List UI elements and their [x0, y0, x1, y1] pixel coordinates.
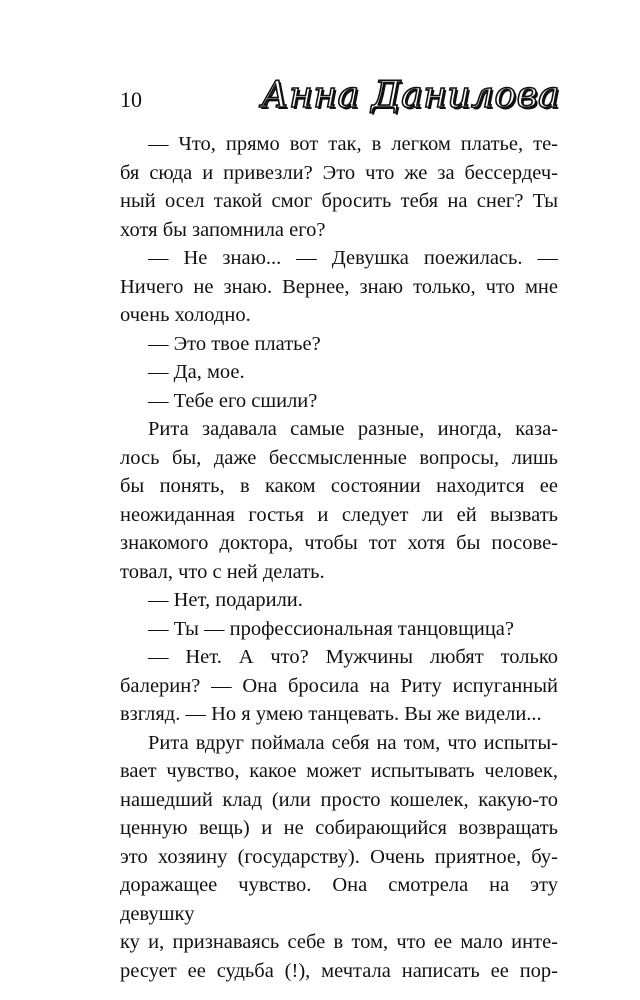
text-line: — Нет, подарили.: [148, 589, 303, 611]
text-line: бя сюда и привезли? Это что же за бессердеч-: [120, 161, 558, 184]
text-line: взгляд. — Но я умею танцевать. Вы же видели...: [120, 703, 542, 725]
text-line: знакомого доктора, чтобы тот хотя бы посове-: [120, 532, 558, 554]
text-line: ку и, признаваясь себе в том, что ее мало инте-: [120, 931, 558, 953]
text-line: нашедший клад (или просто кошелек, какую-то: [120, 788, 558, 811]
text-line: ный осел такой смог бросить тебя на снег? Ты: [120, 190, 558, 212]
text-line: это хозяину (государству). Очень приятное, бу-: [120, 845, 558, 868]
body-text: [120, 130, 558, 985]
running-title-author: Анна Данилова: [261, 75, 560, 116]
text-line: Ничего не знаю. Вернее, знаю только, что мне: [120, 275, 558, 298]
text-line: лось бы, даже бессмысленные вопросы, лишь: [120, 446, 558, 469]
page-header: [96, 75, 564, 124]
text-line: ценную вещь) и не собирающийся возвращать: [120, 817, 558, 839]
text-line: очень холодно.: [120, 304, 251, 326]
text-line: товал, что с ней делать.: [120, 560, 325, 583]
text-line: — Это твое платье?: [148, 332, 321, 355]
text-line: ресует ее судьба (!), мечтала написать ее пор-: [120, 959, 558, 982]
text-line: бы понять, в каком состоянии находится ее: [120, 475, 558, 497]
text-line: — Да, мое.: [148, 361, 245, 383]
text-line: доражащее чувство. Она смотрела на эту девушку: [120, 874, 558, 925]
text-line: — Что, прямо вот так, в легком платье, те-: [148, 133, 558, 155]
text-line: балерин? — Она бросила на Риту испуганный: [120, 674, 558, 697]
text-line: Рита вдруг поймала себя на том, что испыты-: [148, 731, 558, 754]
text-line: — Не знаю... — Девушка поежилась. —: [148, 247, 558, 269]
page-number: 10: [120, 87, 142, 112]
text-line: неожиданная гостья и следует ли ей вызвать: [120, 503, 558, 526]
text-line: — Нет. А что? Мужчины любят только: [148, 646, 558, 668]
text-line: — Ты — профессиональная танцовщица?: [148, 617, 514, 640]
text-line: Рита задавала самые разные, иногда, каза-: [148, 418, 558, 440]
text-line: хотя бы запомнила его?: [120, 218, 326, 241]
text-line: вает чувство, какое может испытывать человек,: [120, 760, 558, 782]
text-line: — Тебе его сшили?: [148, 389, 318, 412]
